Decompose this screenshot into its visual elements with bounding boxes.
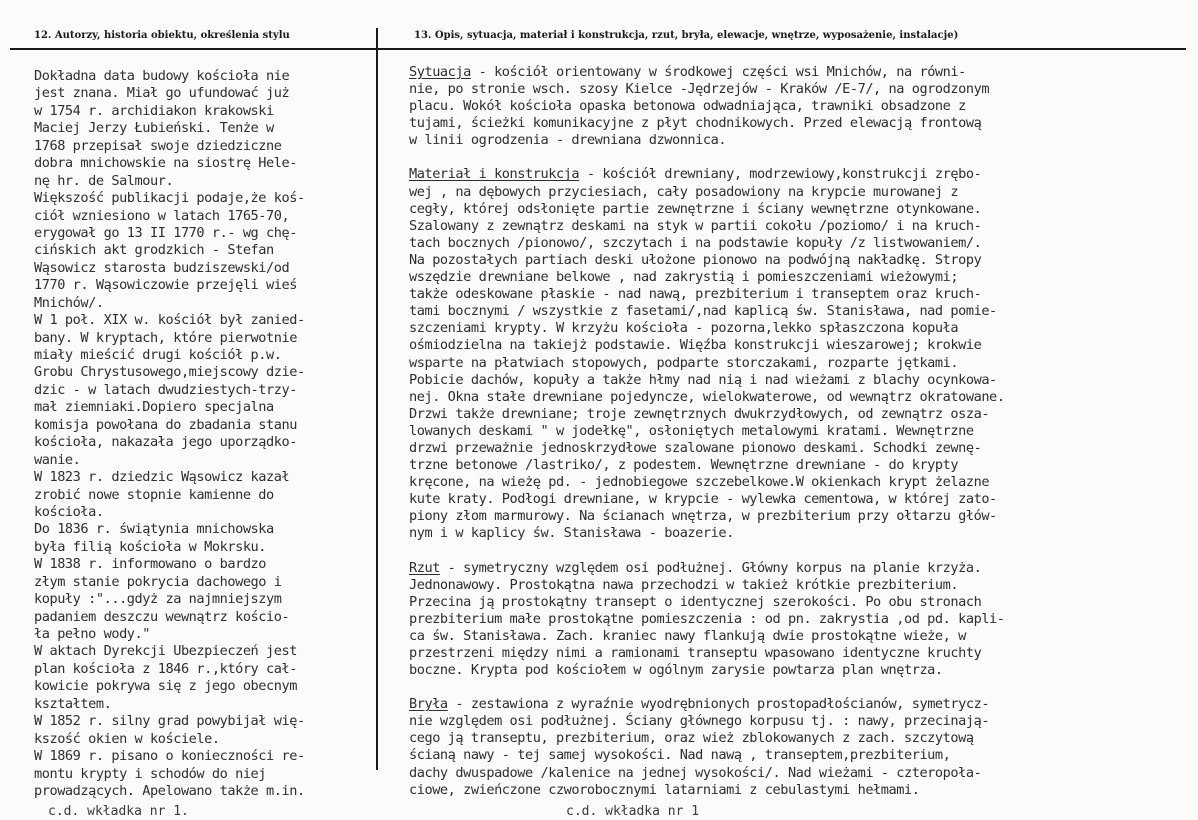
paragraph-bryla — [409, 696, 1194, 799]
history-line: mał ziemniaki.Dopiero specjalna — [34, 399, 274, 416]
history-line: zrobić nowe stopnie kamienne do — [34, 486, 274, 503]
description-column — [409, 64, 1194, 816]
history-line: W 1 poł. XIX w. kościół był zanied- — [34, 312, 305, 329]
section-13-heading: 13. Opis, sytuacja, materiał i konstrukcja, rzut, bryła, elewacje, wnętrze, wyposażenie, instalacje) — [414, 30, 959, 41]
history-line: ciół wzniesiono w latach 1765-70, — [34, 207, 290, 224]
paragraph-line: nie względem osi podłużnej. Ściany głównego korpusu tj. : nawy, przecinają- — [409, 713, 990, 730]
paragraph-line: piony złom marmurowy. Na ścianach wnętrza, w prezbiterium przy ołtarzu głów- — [409, 508, 997, 525]
paragraph-line: przestrzeni między nimi a ramionami transeptu wpasowano identyczne kruchty — [409, 645, 982, 661]
paragraph-line: dachy dwuspadowe /kalenice na jednej wysokości/. Nad wieżami - czteropoła- — [409, 764, 982, 781]
paragraph-line: szczeniami krypty. W krzyżu kościoła - pozorna,lekko spłaszczona kopuła — [409, 320, 959, 337]
paragraph-line: ośmiodzielna na takiejż podstawie. Więźba konstrukcji wieszarowej; krokwie — [409, 337, 982, 354]
history-line: Większość publikacji podaje,że koś- — [34, 190, 305, 207]
header-rule — [10, 48, 1186, 50]
paragraph-first-line — [409, 64, 1194, 81]
paragraph-lead-term: Sytuacja — [409, 64, 471, 80]
paragraph-sytuacja — [409, 64, 1194, 149]
paragraph-first-text: - zestawiona z wyraźnie wyodrębnionych prostopadłościanów, symetrycz- — [447, 696, 990, 713]
paragraph-line: tujami, ścieżki komunikacyjne z płyt chodnikowych. Przed elewacją frontową — [409, 115, 982, 132]
paragraph-line: Drzwi także drewniane; troje zewnętrznych dwukrzydłowych, od zewnątrz osza- — [409, 405, 990, 422]
section-12-heading: 12. Autorzy, historia obiektu, określenia stylu — [34, 30, 290, 41]
history-line: wanie. — [34, 451, 81, 468]
history-line: dobra mnichowskie na siostrę Hele- — [34, 155, 297, 172]
history-line: Do 1836 r. świątynia mnichowska — [34, 521, 274, 538]
paragraph-line: cegły, której odsłonięte partie zewnętrzne i ściany wewnętrzne otynkowane. — [409, 200, 982, 217]
paragraph-material-konstrukcja — [409, 166, 1194, 542]
history-line: 1770 r. Wąsowiczowie przejęli wieś — [34, 277, 297, 294]
history-line: dzic - w latach dwudziestych-trzy- — [34, 381, 297, 398]
paragraph-line: kręcone, na wieżę pd. - jednobiegowe szczebelkowe.W okienkach krypt żelazne — [409, 474, 990, 491]
history-line: ła pełno wody." — [34, 626, 151, 642]
history-line: w 1754 r. archidiakon krakowski — [34, 102, 274, 119]
history-line: kształtem. — [34, 695, 112, 712]
history-line: W 1823 r. dziedzic Wąsowicz kazał — [34, 469, 290, 486]
paragraph-line: także odeskowane płaskie - nad nawą, prezbiterium i transeptem oraz kruch- — [409, 286, 982, 303]
paragraph-line: Pobicie dachów, kopuły a także hłmy nad nią i nad wieżami z blachy ocynkowa- — [409, 371, 997, 388]
history-line: montu krypty i schodów do niej — [34, 765, 267, 782]
paragraph-line: wej , na dębowych przyciesiach, cały posadowiony na krypcie murowanej z — [409, 183, 959, 200]
history-line: kszość okien w kościele. — [34, 730, 220, 747]
paragraph-line: Na pozostałych partiach deski ułożone pionowo na podwójną nakładkę. Stropy — [409, 251, 982, 268]
history-line: nę hr. de Salmour. — [34, 172, 174, 189]
history-line: Grobu Chrystusowego,miejscowy dzie- — [34, 364, 305, 381]
paragraph-line: kute kraty. Podłogi drewniane, w krypcie - wylewka cementowa, w której zato- — [409, 491, 997, 508]
history-line: W aktach Dyrekcji Ubezpieczeń jest — [34, 643, 297, 660]
paragraph-line: ścianą nawy - tej samej wysokości. Nad nawą , transeptem,prezbiterium, — [409, 747, 951, 764]
history-line: prowadzących. Apelowano także m.in. — [34, 782, 305, 799]
footer-continuation-right: c.d. wkładka nr 1 — [566, 804, 700, 819]
history-line: komisja powołana do zbadania stanu — [34, 416, 297, 433]
paragraph-line: Jednonawowy. Prostokątna nawa przechodzi w takież krótkie prezbiterium. — [409, 576, 959, 593]
footer-continuation-left: c.d. wkładka nr 1. — [48, 804, 189, 819]
history-line: Dokładna data budowy kościoła nie — [34, 68, 290, 84]
history-line: padaniem deszczu wewnątrz kościo- — [34, 608, 290, 625]
history-line: złym stanie pokrycia dachowego i — [34, 573, 282, 590]
history-line: W 1852 r. silny grad powybijał wię- — [34, 713, 305, 730]
paragraph-first-text: - kościół drewniany, modrzewiowy,konstrukcji zrębo- — [579, 166, 982, 183]
paragraph-line: wszędzie drewniane belkowe , nad zakrystią i pomieszczeniami wieżowymi; — [409, 269, 959, 286]
history-line: plan kościoła z 1846 r.,który cał- — [34, 660, 297, 677]
history-line: kościoła, nakazała jego uporządko- — [34, 434, 297, 451]
paragraph-line: nie, po stronie wsch. szosy Kielce -Jędrzejów - Kraków /E-7/, na ogrodzonym — [409, 81, 990, 98]
paragraph-line: tami bocznymi / wszystkie z fasetami/,nad kaplicą św. Stanisława, nad pomie- — [409, 303, 997, 320]
paragraph-line: placu. Wokół kościoła opaska betonowa odwadniająca, trawniki obsadzone z — [409, 98, 966, 115]
history-line: Maciej Jerzy Łubieński. Tenże w — [34, 120, 274, 137]
history-line: Mnichów/. — [34, 294, 104, 311]
paragraph-first-text: - kościół orientowany w środkowej części wsi Mnichów, na równi- — [470, 64, 966, 80]
history-line: kościoła. — [34, 503, 104, 520]
paragraph-lead-term: Rzut — [409, 559, 440, 576]
paragraph-first-line — [409, 560, 1194, 577]
paragraph-first-line — [409, 696, 1194, 713]
paragraph-lead-term: Materiał i konstrukcja — [409, 166, 580, 183]
history-line: cińskich akt grodzkich - Stefan — [34, 242, 274, 259]
paragraph-first-line — [409, 166, 1194, 183]
history-line: była filią kościoła w Mokrsku. — [34, 538, 267, 555]
paragraph-rzut — [409, 560, 1194, 680]
paragraph-line: prezbiterium małe prostokątne pomieszczenia : od pn. zakrystia ,od pd. kapli- — [409, 610, 1005, 627]
history-line: bany. W kryptach, które pierwotnie — [34, 329, 297, 346]
paragraph-line: ciowe, zwieńczone czworobocznymi latarniami z cebulastymi hełmami. — [409, 781, 920, 798]
paragraph-line: Szalowany z zewnątrz deskami na styk w partii cokołu /poziomo/ i na kruch- — [409, 217, 982, 234]
history-line: kopuły :"...gdyż za najmniejszym — [34, 591, 282, 608]
paragraph-line: wsparte na płatwiach stopowych, podparte storczakami, rozparte jętkami. — [409, 354, 959, 371]
paragraph-line: nym i w kaplicy św. Stanisława - boazerie. — [409, 525, 734, 542]
history-line: erygował go 13 II 1770 r.- wg chę- — [34, 224, 297, 241]
history-line: Wąsowicz starosta budziszewski/od — [34, 259, 290, 276]
paragraph-line: boczne. Krypta pod kościołem w ogólnym zarysie powtarza plan wnętrza. — [409, 662, 943, 679]
paragraph-line: tach bocznych /pionowo/, szczytach i na podstawie kopuły /z listwowaniem/. — [409, 234, 982, 251]
paragraph-line: drzwi przeważnie jednoskrzydłowe szalowane pionowo deskami. Schodki zewnę- — [409, 439, 982, 456]
history-column — [34, 68, 379, 800]
history-line: kowicie pokrywa się z jego obecnym — [34, 678, 297, 695]
history-line: miały mieścić drugi kościół p.w. — [34, 347, 282, 363]
paragraph-line: ca św. Stanisława. Zach. kraniec nawy flankują dwie prostokątne wieże, w — [409, 627, 966, 644]
history-line: W 1869 r. pisano o konieczności re- — [34, 748, 305, 765]
history-line: W 1838 r. informowano o bardzo — [34, 556, 267, 573]
history-line: 1768 przepisał swoje dziedziczne — [34, 137, 282, 154]
paragraph-line: cego ją transeptu, prezbiterium, oraz wież zblokowanych z zach. szczytową — [409, 730, 974, 747]
paragraph-line: trzne betonowe /lastriko/, z podestem. Wewnętrzne drewniane - do krypty — [409, 457, 959, 474]
paragraph-line: Przecina ją prostokątny transept o identycznej szerokości. Po obu stronach — [409, 593, 982, 610]
paragraph-first-text: - symetryczny względem osi podłużnej. Główny korpus na planie krzyża. — [439, 559, 982, 576]
history-line: jest znana. Miał go ufundować już — [34, 85, 290, 102]
paragraph-lead-term: Bryła — [409, 696, 448, 713]
paragraph-line: nej. Okna stałe drewniane pojedyncze, wielokwaterowe, od wewnątrz okratowane. — [409, 388, 1005, 405]
paragraph-line: w linii ogrodzenia - drewniana dzwonnica. — [409, 132, 727, 149]
paragraph-line: lowanych deskami " w jodełkę", osłoniętych metalowymi kratami. Wewnętrzne — [409, 422, 974, 439]
